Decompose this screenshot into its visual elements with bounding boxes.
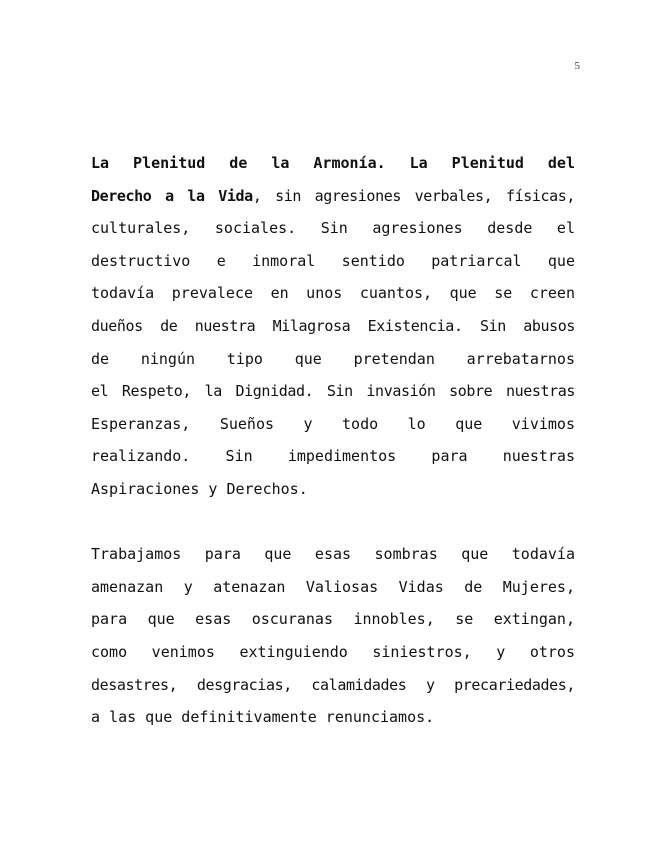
paragraph-2	[91, 538, 575, 734]
text-line	[91, 343, 575, 376]
text-line: amenazan y atenazan Valiosas Vidas de Mujeres,	[91, 577, 575, 596]
line-text: todavía prevalece en unos cuantos, que se creen	[91, 284, 575, 303]
line-text: , sin agresiones verbales, físicas,	[252, 186, 575, 205]
text-line: para que esas oscuranas innobles, se extingan,	[91, 610, 575, 629]
line-text: realizando. Sin impedimentos para nuestras	[91, 447, 575, 466]
text-line: desastres, desgracias, calamidades y precariedades,	[91, 675, 575, 694]
page-number: 5	[574, 60, 580, 72]
text-line: como venimos extinguiendo siniestros, y otros	[91, 642, 575, 661]
line-text: el Respeto, la Dignidad. Sin invasión sobre nuestras	[91, 382, 575, 401]
line-text: destructivo e inmoral sentido patriarcal que	[91, 251, 575, 270]
text-line: a las que definitivamente renunciamos.	[91, 708, 435, 727]
text-line	[91, 277, 575, 310]
text-line	[91, 180, 575, 213]
text-line	[91, 440, 575, 473]
line-text: culturales, sociales. Sin agresiones desde el	[91, 219, 575, 238]
text-line	[91, 147, 575, 180]
paragraph-gap	[91, 506, 575, 539]
line-text: de ningún tipo que pretendan arrebatarnos	[91, 349, 575, 368]
line-text: Esperanzas, Sueños y todo lo que vivimos	[91, 414, 575, 433]
body-text	[91, 147, 575, 734]
text-line	[91, 310, 575, 343]
bold-text: La Plenitud de la Armonía. La Plenitud del	[91, 154, 575, 172]
text-line: Trabajamos para que esas sombras que todavía	[91, 545, 575, 564]
text-line	[91, 245, 575, 278]
text-line	[91, 375, 575, 408]
text-line	[91, 408, 575, 441]
bold-text: Derecho a la Vida	[91, 186, 253, 205]
text-line	[91, 212, 575, 245]
paragraph-1	[91, 147, 575, 506]
line-text: dueños de nuestra Milagrosa Existencia. Sin abusos	[91, 316, 575, 335]
line-text: Aspiraciones y Derechos.	[91, 479, 308, 498]
text-line	[91, 473, 575, 506]
